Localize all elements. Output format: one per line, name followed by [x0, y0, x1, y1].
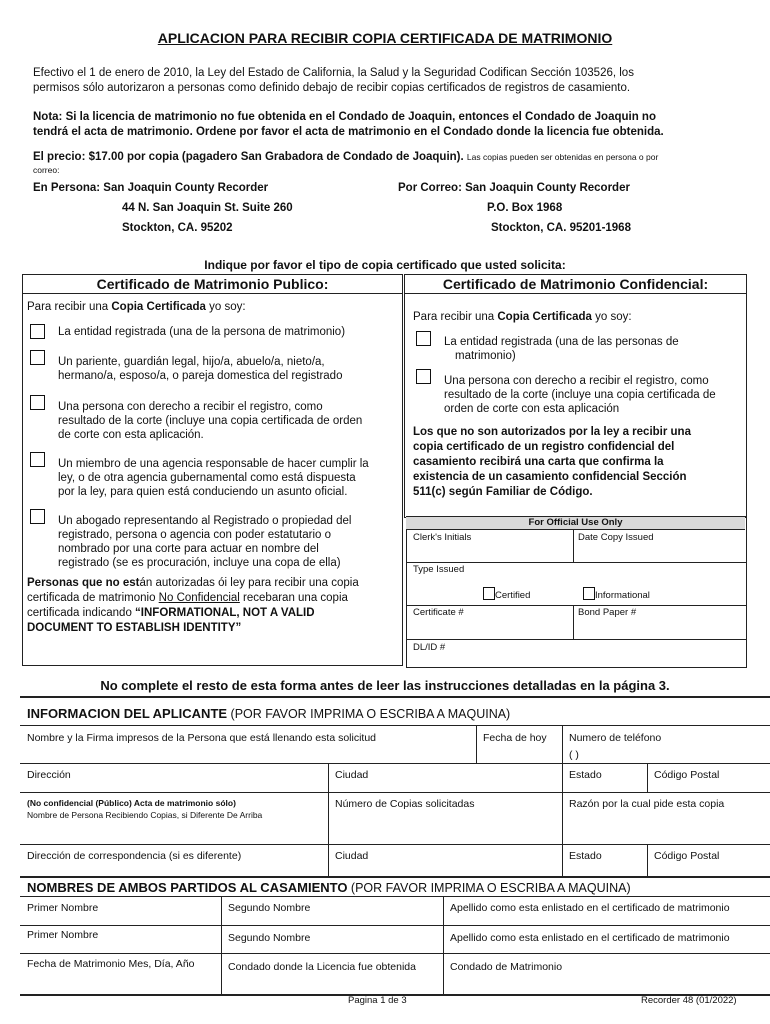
informational-option[interactable]: Informational	[583, 587, 650, 601]
in-person-line1: 44 N. San Joaquin St. Suite 260	[122, 202, 293, 214]
public-option-3[interactable]: Una persona con derecho a recibir el registro, como resultado de la corte (incluye una copia certificada de orden de corte con esta aplicación.	[30, 395, 400, 410]
zip-field[interactable]: Código Postal	[654, 769, 720, 781]
city-field[interactable]: Ciudad	[335, 769, 369, 781]
checkbox[interactable]	[30, 324, 45, 339]
page-number: Pagina 1 de 3	[348, 995, 407, 1006]
bond-paper-number: Bond Paper #	[578, 607, 637, 618]
public-intro: Para recibir una Copia Certificada yo soy:	[27, 301, 246, 313]
page-title: APLICACION PARA RECIBIR COPIA CERTIFICADA DE MATRIMONIO	[157, 30, 613, 46]
recipient-name-field[interactable]: (No confidencial (Público) Acta de matrimonio sólo) Nombre de Persona Recibiendo Copias, si Diferente De Arriba	[27, 798, 263, 820]
name-signature-field[interactable]: Nombre y la Firma impresos de la Persona que está llenando esta solicitud	[27, 732, 377, 744]
middle-name-1[interactable]: Segundo Nombre	[228, 902, 311, 914]
in-person-label: En Persona: San Joaquin County Recorder	[33, 182, 269, 194]
warning-line: No complete el resto de esta forma antes de leer las instrucciones detalladas en la página 3.	[100, 678, 670, 693]
nota-text: Nota: Si la licencia de matrimonio no fue obtenida en el Condado de Joaquin, entonces el Condado de Joaquin no tendrá el acta de matrimonio. Ordene por favor el acta de matrimonio en el Condado donde la licencia fue obtenida.	[33, 111, 664, 138]
first-name-2[interactable]: Primer Nombre	[27, 929, 99, 941]
public-option-2[interactable]: Un pariente, guardián legal, hijo/a, abuelo/a, nieto/a, hermano/a, esposo/a, o pareja domestica del registrado	[30, 350, 400, 365]
reason-field[interactable]: Razón por la cual pide esta copia	[569, 798, 725, 810]
checkbox[interactable]	[483, 587, 495, 600]
phone-field[interactable]: Numero de teléfono	[569, 732, 662, 744]
public-note: Personas que no están autorizadas ói ley para recibir una copia certificada de matrimonio No Confidencial recebaran una copia certificada indicando “INFORMATIONAL, NOT A VALID DOCUMENT TO ESTABLISH IDENTITY”	[27, 577, 359, 634]
first-name-1[interactable]: Primer Nombre	[27, 902, 99, 914]
checkbox[interactable]	[583, 587, 595, 600]
applicant-heading: INFORMACION DEL APLICANTE (POR FAVOR IMPRIMA O ESCRIBA A MAQUINA)	[27, 706, 511, 721]
by-mail-line1: P.O. Box 1968	[487, 202, 563, 214]
confidential-intro: Para recibir una Copia Certificada yo soy:	[413, 311, 632, 323]
clerks-initials: Clerk's Initials	[413, 532, 472, 543]
in-person-line2: Stockton, CA. 95202	[122, 222, 233, 234]
checkbox[interactable]	[30, 452, 45, 467]
state-field[interactable]: Estado	[569, 769, 602, 781]
certified-option[interactable]: Certified	[483, 587, 530, 601]
marriage-county-field[interactable]: Condado de Matrimonio	[450, 961, 563, 973]
zip2-field[interactable]: Código Postal	[654, 850, 720, 862]
by-mail-label: Por Correo: San Joaquin County Recorder	[398, 182, 630, 194]
checkbox[interactable]	[416, 369, 431, 384]
official-use-header: For Official Use Only	[406, 517, 745, 530]
date-copy-issued: Date Copy Issued	[578, 532, 654, 543]
intro-text: Efectivo el 1 de enero de 2010, la Ley del Estado de California, la Salud y la Seguridad Codifican Sección 103526, los permisos sólo autorizaron a personas como definido debajo de recibir copias certificados de registros de casamiento.	[33, 67, 634, 94]
phone-area-code: ( )	[569, 749, 579, 761]
public-option-4[interactable]: Un miembro de una agencia responsable de hacer cumplir la ley, o de otra agencia gubernamental como está dispuesta por la ley, para quien está conduciendo un asunto oficial.	[30, 452, 400, 467]
state2-field[interactable]: Estado	[569, 850, 602, 862]
checkbox[interactable]	[416, 331, 431, 346]
num-copies-field[interactable]: Número de Copias solicitadas	[335, 798, 475, 810]
address-field[interactable]: Dirección	[27, 769, 71, 781]
public-option-5[interactable]: Un abogado representando al Registrado o propiedad del registrado, persona o agencia con poder estatutario o nombrado por una corte para actuar en nombre del registrado (se es procuración, incluye una copa de ella)	[30, 509, 400, 524]
last-name-1[interactable]: Apellido como esta enlistado en el certificado de matrimonio	[450, 902, 730, 914]
public-option-1[interactable]: La entidad registrada (una de la persona de matrimonio)	[30, 324, 400, 339]
public-heading: Certificado de Matrimonio Publico:	[96, 276, 329, 292]
confidential-option-2[interactable]: Una persona con derecho a recibir el registro, como resultado de la corte (incluye una copia certificada de orden de corte con esta aplicación	[416, 369, 741, 384]
type-issued: Type Issued	[413, 564, 465, 575]
indicate-heading: Indique por favor el tipo de copia certificado que usted solicita:	[204, 258, 566, 272]
price-text: El precio: $17.00 por copia (pagadero San Grabadora de Condado de Joaquin). Las copias pueden ser obtenidas en persona o por correo:	[33, 151, 659, 175]
form-number: Recorder 48 (01/2022)	[641, 995, 737, 1006]
middle-name-2[interactable]: Segundo Nombre	[228, 932, 311, 944]
dl-id-number: DL/ID #	[413, 642, 446, 653]
last-name-2[interactable]: Apellido como esta enlistado en el certificado de matrimonio	[450, 932, 730, 944]
confidential-warning: Los que no son autorizados por la ley a recibir una copia certificado de un registro confidencial del casamiento recibirá una carta que confirma la existencia de un casamiento confidencial Sección 511(c) según Familiar de Código.	[413, 426, 691, 498]
certificate-number: Certificate #	[413, 607, 464, 618]
checkbox[interactable]	[30, 509, 45, 524]
parties-heading: NOMBRES DE AMBOS PARTIDOS AL CASAMIENTO (POR FAVOR IMPRIMA O ESCRIBA A MAQUINA)	[27, 880, 631, 895]
mail-address-field[interactable]: Dirección de correspondencia (si es diferente)	[27, 850, 242, 862]
checkbox[interactable]	[30, 350, 45, 365]
city2-field[interactable]: Ciudad	[335, 850, 369, 862]
confidential-heading: Certificado de Matrimonio Confidencial:	[442, 276, 709, 292]
license-county-field[interactable]: Condado donde la Licencia fue obtenida	[228, 961, 416, 973]
by-mail-line2: Stockton, CA. 95201-1968	[491, 222, 631, 234]
marriage-date-field[interactable]: Fecha de Matrimonio Mes, Día, Año	[27, 958, 195, 970]
checkbox[interactable]	[30, 395, 45, 410]
confidential-option-1[interactable]: La entidad registrada (una de las personas de matrimonio)	[416, 331, 741, 346]
date-today-field[interactable]: Fecha de hoy	[483, 732, 547, 744]
